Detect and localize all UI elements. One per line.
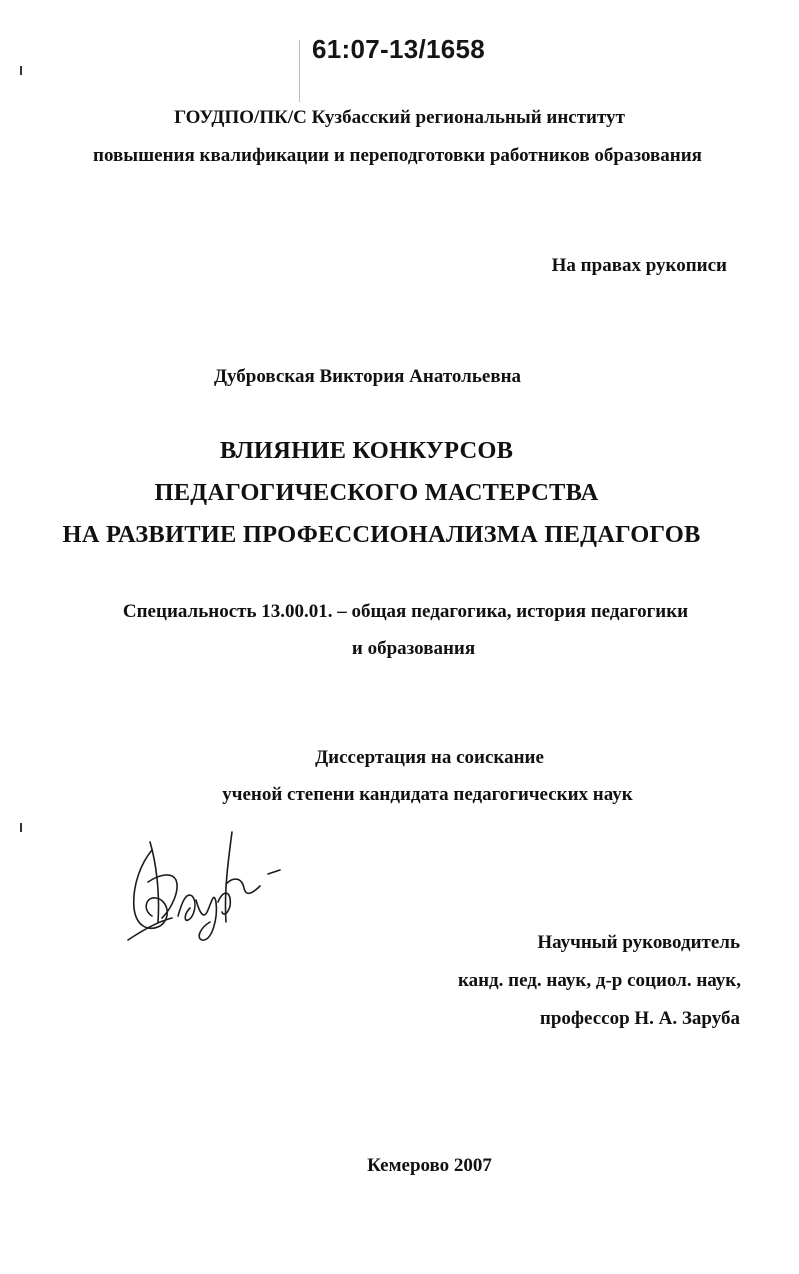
scan-margin-line (299, 40, 300, 102)
author-name: Дубровская Виктория Анатольевна (213, 366, 522, 387)
supervisor-degrees: канд. пед. наук, д-р социол. наук, (457, 970, 741, 991)
author-signature (120, 822, 290, 947)
dissertation-line-1: Диссертация на соискание (315, 747, 544, 768)
dissertation-line-2: ученой степени кандидата педагогических наук (222, 784, 633, 805)
institution-line-2: повышения квалификации и переподготовки работников образования (93, 145, 702, 166)
manuscript-rights-note: На правах рукописи (551, 255, 727, 276)
thesis-title-line-2: ПЕДАГОГИЧЕСКОГО МАСТЕРСТВА (154, 479, 599, 506)
thesis-title-line-3: НА РАЗВИТИЕ ПРОФЕССИОНАЛИЗМА ПЕДАГОГОВ (62, 521, 701, 548)
specialty-line-2: и образования (351, 638, 476, 659)
institution-line-1: ГОУДПО/ПК/С Кузбасский региональный институт (174, 107, 625, 128)
supervisor-name: профессор Н. А. Заруба (539, 1008, 740, 1029)
specialty-line-1: Специальность 13.00.01. – общая педагогика, история педагогики (122, 601, 689, 622)
city-year: Кемерово 2007 (367, 1155, 492, 1176)
thesis-title-line-1: ВЛИЯНИЕ КОНКУРСОВ (219, 437, 514, 464)
scan-mark (20, 823, 22, 832)
scan-mark (20, 66, 22, 75)
library-stamp-number: 61:07-13/1658 (312, 34, 486, 64)
supervisor-label: Научный руководитель (537, 932, 740, 953)
